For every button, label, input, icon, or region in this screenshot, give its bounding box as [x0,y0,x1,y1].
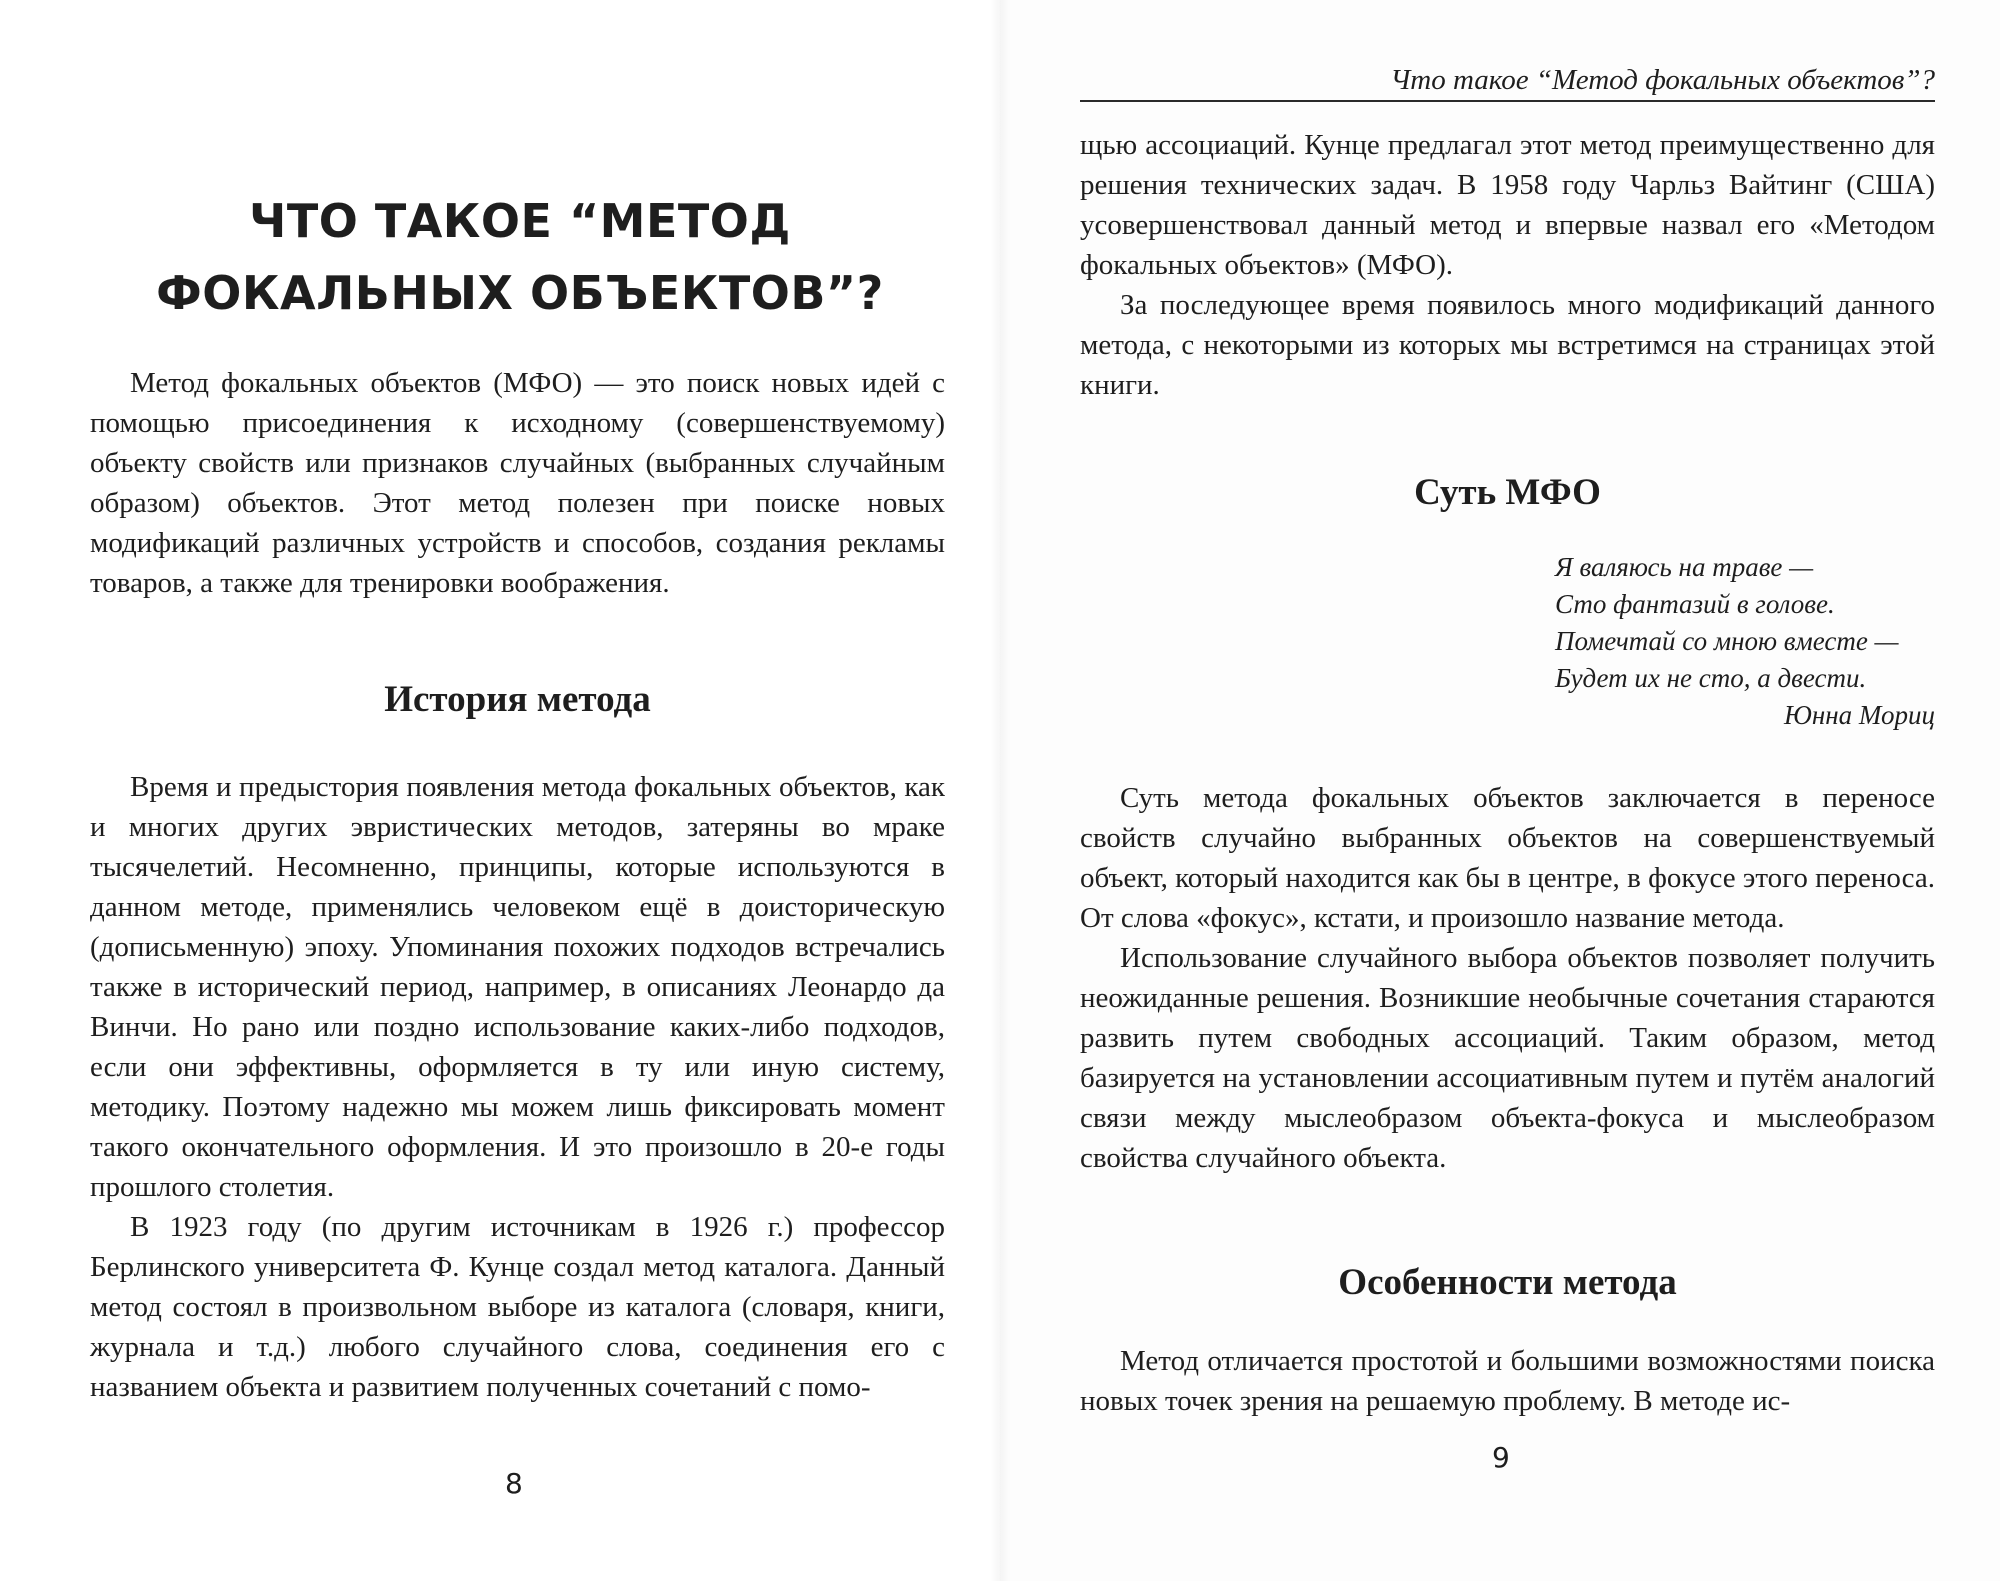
history-paragraph-2: В 1923 году (по другим источникам в 1926 г.) профессор Берлинского университета Ф. Кунце создал метод каталога. Данный метод состоял в произвольном выборе из каталога (словаря, книги, журнала и т.д.) любого случайного слова, соединения его с названием объекта и развитием полученных сочетаний с помо- [90,1211,945,1403]
continuation-paragraph-2: За последующее время появилось много модификаций данного метода, с некоторыми из которых мы встретимся на страницах этой книги. [1080,289,1935,401]
running-header: Что такое “Метод фокальных объектов”? [1080,62,1935,102]
page-number-right: 9 [1492,1441,1510,1474]
poem-line-1: Я валяюсь на траве — [1555,552,1814,582]
intro-paragraph: Метод фокальных объектов (МФО) — это поиск новых идей с помощью присоединения к исходному (совершенствуемому) объекту свойств или признаков случайных (выбранных случайным образом) объектов. Этот метод полезен при поиске новых модификаций различных устройств и способов, создания рекламы товаров, а также для тренировки воображения. [90,367,945,599]
history-heading: История метода [384,679,651,720]
features-heading: Особенности метода [1338,1262,1677,1303]
book-gutter [990,0,1010,1581]
poem-line-4: Будет их не сто, а двести. [1555,663,1867,693]
history-text-block [90,767,945,1407]
epigraph-poem [1555,549,1935,734]
essence-paragraph-2: Использование случайного выбора объектов позволяет получить неожиданные решения. Возникшие необычные сочетания стараются развить путем свободных ассоциаций. Таким образом, метод базируется на установлении ассоциативным путем и путём аналогий связи между мыслеобразом объекта-фокуса и мыслеобразом свойства случайного объекта. [1080,942,1935,1174]
poem-line-2: Сто фантазий в голове. [1555,589,1835,619]
features-text-block [1080,1341,1935,1421]
essence-paragraph-1: Суть метода фокальных объектов заключается в переносе свойств случайно выбранных объектов на совершенствуемый объект, который находится как бы в центре, в фокусе этого переноса. От слова «фокус», кстати, и произошло название метода. [1080,782,1935,934]
essence-text-block [1080,778,1935,1178]
history-paragraph-1: Время и предыстория появления метода фокальных объектов, как и многих других эвристических методов, затеряны во мраке тысячелетий. Несомненно, принципы, которые используются в данном методе, применялись человеком ещё в доисторическую (дописьменную) эпоху. Упоминания похожих подходов встречались также в исторический период, например, в описаниях Леонардо да Винчи. Но рано или поздно использование каких-либо подходов, если они эффективны, оформляется в ту или иную систему, методику. Поэтому надежно мы можем лишь фиксировать момент такого окончательного оформления. И это произошло в 20-е годы прошлого столетия. [90,771,945,1203]
intro-paragraph-block [90,363,945,603]
poem-line-3: Помечтай со мною вместе — [1555,626,1899,656]
page-number-left: 8 [505,1467,523,1500]
poem-author: Юнна Мориц [1783,700,1935,730]
chapter-title: ЧТО ТАКОЕ “МЕТОД ФОКАЛЬНЫХ ОБЪЕКТОВ”? [156,194,884,320]
continuation-text-block [1080,125,1935,405]
continuation-paragraph-1: щью ассоциаций. Кунце предлагал этот метод преимущественно для решения технических задач. В 1958 году Чарльз Вайтинг (США) усовершенствовал данный метод и впервые назвал его «Методом фокальных объектов» (МФО). [1080,129,1935,281]
features-paragraph: Метод отличается простотой и большими возможностями поиска новых точек зрения на решаемую проблему. В методе ис- [1080,1345,1935,1417]
essence-heading: Суть МФО [1414,472,1601,513]
